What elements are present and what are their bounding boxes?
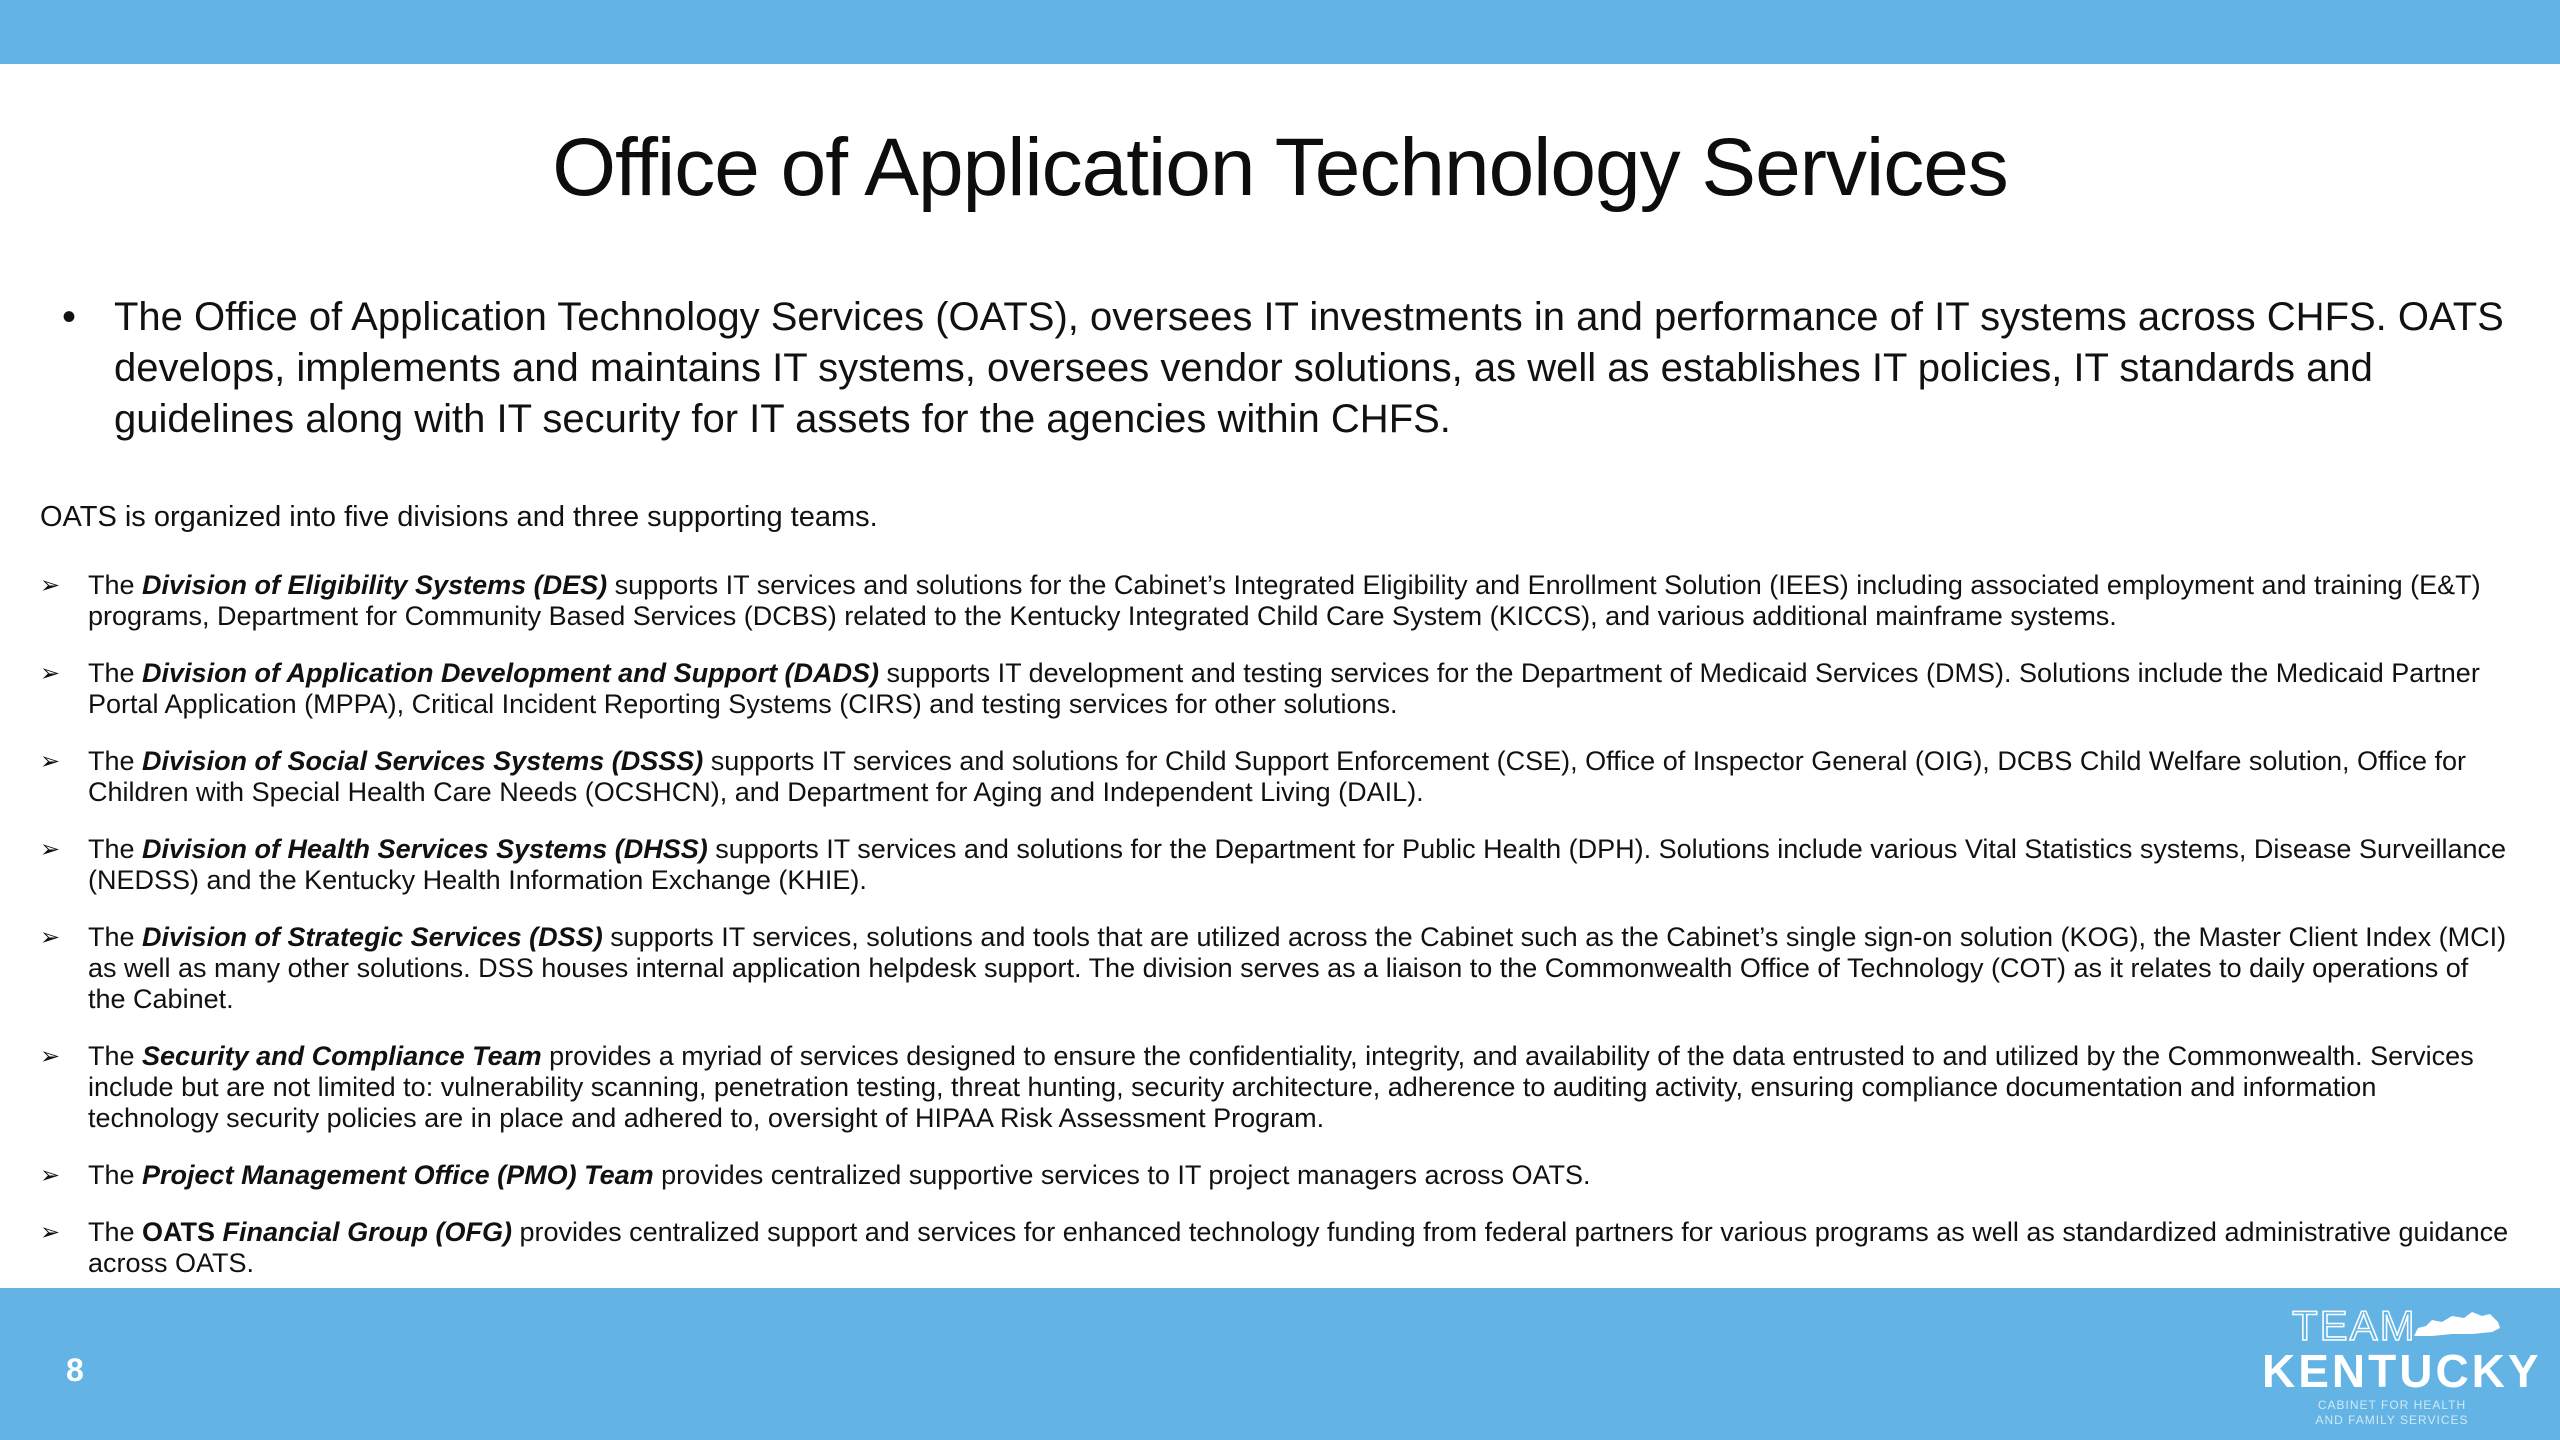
arrowhead-bullet-icon: ➢ [40, 836, 61, 863]
list-item [40, 922, 2510, 1015]
arrowhead-bullet-icon: ➢ [40, 924, 61, 951]
list-item-text: The Division of Application Development and Support (DADS) supports IT development and testing services for the Department of Medicaid Services (DMS). Solutions include the Medicaid Partner Portal Application (MPPA), Critical Incident Reporting Systems (CIRS) and testing services for other solutions. [88, 658, 2480, 719]
page-number: 8 [66, 1352, 84, 1388]
list-item [40, 1041, 2510, 1134]
overview-text: The Office of Application Technology Services (OATS), oversees IT investments in and performance of IT systems across CHFS. OATS develops, implements and maintains IT systems, oversees vendor solutions, as well as establishes IT policies, IT standards and guidelines along with IT security for IT assets for the agencies within CHFS. [114, 295, 2504, 441]
list-item [40, 834, 2510, 896]
arrowhead-bullet-icon: ➢ [40, 1219, 61, 1246]
logo-subtitle: CABINET FOR HEALTH AND FAMILY SERVICES [2315, 1398, 2469, 1427]
team-name: Financial Group (OFG) [222, 1217, 513, 1247]
list-item-text: The Division of Strategic Services (DSS) supports IT services, solutions and tools that are utilized across the Cabinet such as the Cabinet’s single sign-on solution (KOG), the Master Client Index (MCI) as well as many other solutions. DSS houses internal application helpdesk support. The division serves as a liaison to the Commonwealth Office of Technology (COT) as it relates to daily operations of the Cabinet. [88, 922, 2507, 1014]
kentucky-state-icon [2412, 1310, 2502, 1340]
bullet-dot-icon: • [62, 295, 77, 339]
list-item-text: The Security and Compliance Team provides a myriad of services designed to ensure the confidentiality, integrity, and availability of the data entrusted to and utilized by the Commonwealth. Services include but are not limited to: vulnerability scanning, penetration testing, threat hunting, security architecture, adherence to auditing activity, ensuring compliance documentation and information technology security policies are in place and adhered to, oversight of HIPAA Risk Assessment Program. [88, 1041, 2474, 1133]
list-item [40, 746, 2510, 808]
team-name: Security and Compliance Team [142, 1041, 542, 1071]
slide-title: Office of Application Technology Services [552, 122, 2008, 213]
list-item-text: The Division of Social Services Systems (DSSS) supports IT services and solutions for Child Support Enforcement (CSE), Office of Inspector General (OIG), DCBS Child Welfare solution, Office for Children with Special Health Care Needs (OCSHCN), and Department for Aging and Independent Living (DAIL). [88, 746, 2467, 807]
division-name: Division of Social Services Systems (DSSS) [142, 746, 704, 776]
logo-team-text: TEAM [2292, 1302, 2417, 1349]
list-item [40, 1217, 2510, 1279]
list-item-text: The OATS Financial Group (OFG) provides centralized support and services for enhanced technology funding from federal partners for various programs as well as standardized administrative guidance across OATS. [88, 1217, 2509, 1278]
team-kentucky-logo [2262, 1298, 2542, 1438]
arrowhead-bullet-icon: ➢ [40, 748, 61, 775]
team-name-prefix: OATS [142, 1217, 223, 1247]
list-item-text: The Division of Eligibility Systems (DES) supports IT services and solutions for the Cabinet’s Integrated Eligibility and Enrollment Solution (IEES) including associated employment and training (E&T) programs, Department for Community Based Services (DCBS) related to the Kentucky Integrated Child Care System (KICCS), and various additional mainframe systems. [88, 570, 2481, 631]
list-item [40, 570, 2510, 632]
division-name: Division of Eligibility Systems (DES) [142, 570, 608, 600]
top-accent-band [0, 0, 2560, 64]
team-name: Project Management Office (PMO) Team [142, 1160, 654, 1190]
arrowhead-bullet-icon: ➢ [40, 1162, 61, 1189]
intro-text: OATS is organized into five divisions and three supporting teams. [40, 501, 878, 533]
bottom-accent-band [0, 1288, 2560, 1440]
list-item [40, 1160, 2510, 1191]
division-name: Division of Application Development and Support (DADS) [142, 658, 880, 688]
list-item-text: The Project Management Office (PMO) Team provides centralized supportive services to IT project managers across OATS. [88, 1160, 1591, 1190]
arrowhead-bullet-icon: ➢ [40, 1043, 61, 1070]
division-list [40, 570, 2510, 1305]
list-item-text: The Division of Health Services Systems (DHSS) supports IT services and solutions for the Department for Public Health (DPH). Solutions include various Vital Statistics systems, Disease Surveillance (NEDSS) and the Kentucky Health Information Exchange (KHIE). [88, 834, 2507, 895]
division-name: Division of Strategic Services (DSS) [142, 922, 603, 952]
arrowhead-bullet-icon: ➢ [40, 660, 61, 687]
division-name: Division of Health Services Systems (DHSS) [142, 834, 708, 864]
list-item [40, 658, 2510, 720]
logo-state-text: KENTUCKY [2262, 1345, 2542, 1397]
arrowhead-bullet-icon: ➢ [40, 572, 61, 599]
overview-bullet [62, 292, 2512, 445]
